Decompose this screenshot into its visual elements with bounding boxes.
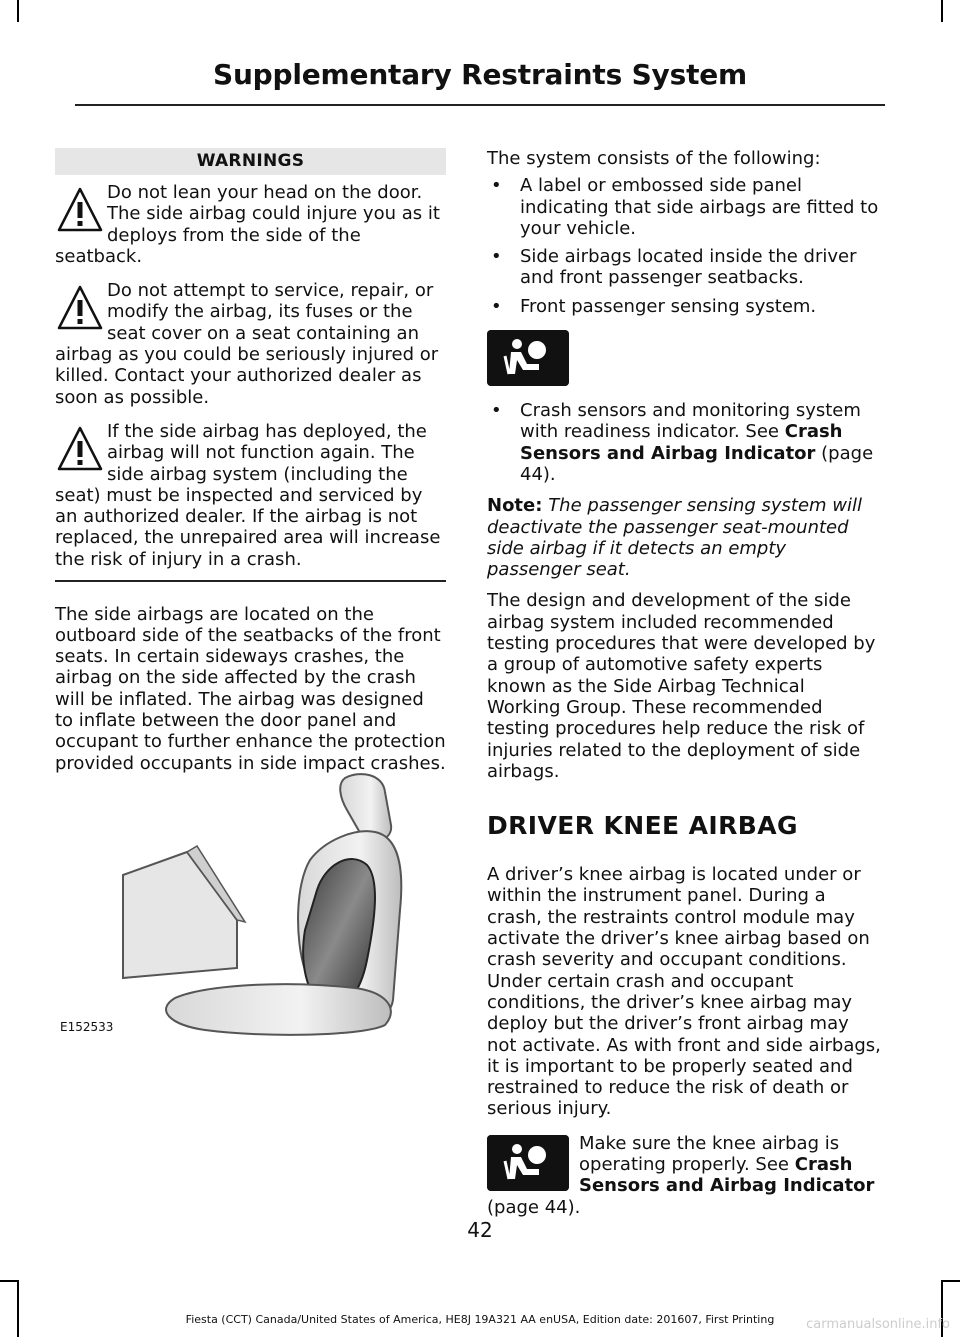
- warning-item: [55, 421, 446, 570]
- system-components-list: [487, 175, 882, 317]
- page-title: Supplementary Restraints System: [212, 58, 748, 91]
- list-item: • Front passenger sensing system.: [487, 296, 882, 317]
- list-item: • Side airbags located inside the driver and front passenger seatbacks.: [487, 246, 882, 289]
- note: [487, 495, 882, 580]
- section-heading: DRIVER KNEE AIRBAG: [487, 811, 798, 841]
- figure-code: E152533: [60, 1020, 114, 1034]
- knee-airbag-paragraph: A driver’s knee airbag is located under or within the instrument panel. During a crash, the restraints control module may activate the driver’s knee airbag based on crash severity and occupant conditions. Under certain crash and occupant conditions, the driver’s knee airbag may deploy but the driver’s front airbag may not activate. As with front and side airbags, it is important to be properly seated and restrained to reduce the risk of death or serious injury.: [487, 864, 881, 1120]
- warning-triangle-icon: [57, 425, 103, 473]
- warning-text: Do not lean your head on the door. The side airbag could injure you as it deploys from the side of the seatback.: [55, 182, 440, 267]
- crop-mark: [942, 1280, 960, 1282]
- page-number: 42: [467, 1218, 493, 1242]
- list-item: [487, 400, 882, 485]
- right-column: [487, 148, 882, 1218]
- warning-triangle-icon: [57, 284, 103, 332]
- warning-item: [55, 182, 446, 267]
- footer-text: Fiesta (CCT) Canada/United States of America, HE8J 19A321 AA enUSA, Edition date: 201607, First Printing: [185, 1313, 775, 1326]
- crop-mark: [0, 1280, 18, 1282]
- warnings-heading: WARNINGS: [55, 148, 446, 175]
- system-components-list-continued: [487, 400, 882, 485]
- warning-triangle-icon: [57, 186, 103, 234]
- knee-airbag-note: [487, 1133, 882, 1218]
- watermark: carmanualsonline.info: [806, 1317, 950, 1332]
- crop-mark: [17, 0, 19, 22]
- note-label: Note:: [487, 495, 543, 517]
- side-airbag-paragraph: The side airbags are located on the outboard side of the seatbacks of the front seats. In certain sideways crashes, the airbag on the side affected by the crash will be inflated. The airbag was designed to inflate between the door panel and occupant to further enhance the protection provided occupants in side impact crashes.: [55, 603, 446, 774]
- list-item: • A label or embossed side panel indicating that side airbags are fitted to your vehicle.: [487, 175, 882, 239]
- seat-side-airbag-illustration: [55, 770, 446, 1038]
- note-text: The passenger sensing system will deactivate the passenger seat-mounted side airbag if it detects an empty passenger seat.: [487, 495, 863, 581]
- system-intro: The system consists of the following:: [487, 148, 821, 169]
- design-paragraph: The design and development of the side airbag system included recommended testing procedures that were developed by a group of automotive safety experts known as the Side Airbag Technical Working Group. These recommended testing procedures help reduce the risk of injuries related to the deployment of side airbags.: [487, 590, 876, 782]
- page-reference: (page 44).: [520, 442, 874, 485]
- crop-mark: [17, 1280, 19, 1337]
- knee-note-text: Make sure the knee airbag is operating properly. See: [579, 1132, 840, 1175]
- crop-mark: [941, 0, 943, 22]
- crash-sensors-link[interactable]: Crash Sensors and Airbag Indicator: [579, 1153, 875, 1197]
- warning-item: [55, 280, 446, 408]
- crash-sensors-link[interactable]: Crash Sensors and Airbag Indicator: [520, 421, 843, 464]
- crash-sensors-text: Crash sensors and monitoring system with readiness indicator. See: [520, 400, 861, 443]
- airbag-warning-icon: [487, 330, 569, 386]
- warning-text: Do not attempt to service, repair, or modify the airbag, its fuses or the seat cover on a seat containing an airbag as you could be seriously injured or killed. Contact your authorized dealer as soon as possible.: [55, 280, 439, 408]
- page-reference: (page 44).: [487, 1196, 581, 1218]
- airbag-warning-icon: [487, 1135, 569, 1191]
- left-column: [55, 148, 446, 774]
- header-rule: [75, 104, 885, 106]
- warning-text: If the side airbag has deployed, the airbag will not function again. The side airbag system (including the seat) must be inspected and serviced by an authorized dealer. If the airbag is not replaced, the unrepaired area will increase the risk of injury in a crash.: [55, 420, 441, 570]
- warnings-divider: [55, 580, 446, 582]
